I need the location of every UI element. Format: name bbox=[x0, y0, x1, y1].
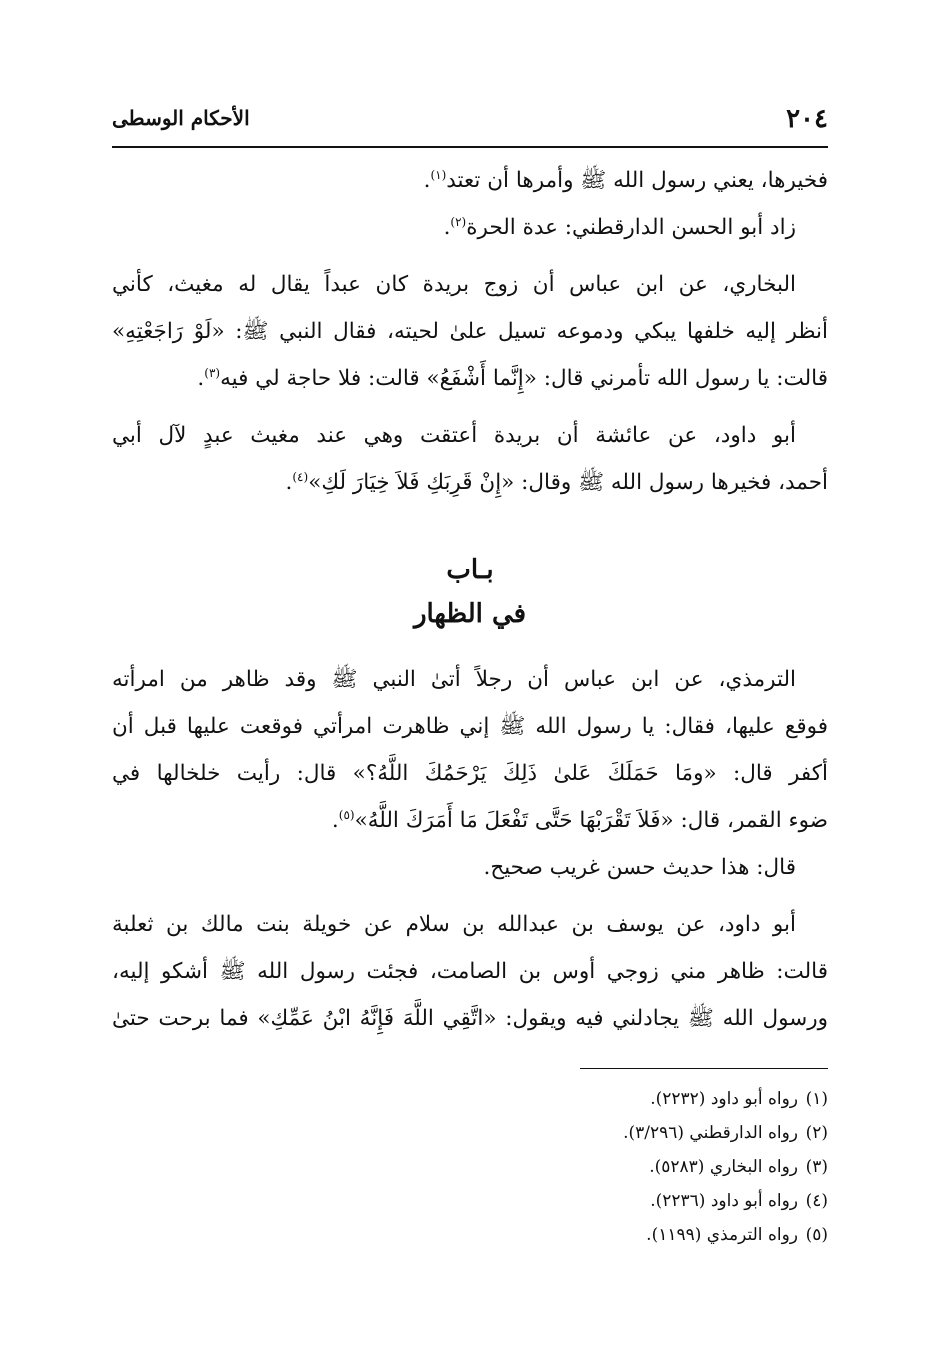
footnote-ref: (٥) bbox=[338, 807, 355, 822]
text-line: الترمذي، عن ابن عباس أن رجلاً أتىٰ النبي ﷺ وقد ظاهر من امرأته bbox=[112, 667, 796, 692]
footnote-text: رواه أبو داود (٢٢٣٢). bbox=[650, 1089, 798, 1109]
footnote-text: رواه الدارقطني (٣/٢٩٦). bbox=[623, 1123, 798, 1143]
footnote bbox=[112, 1218, 828, 1252]
footnote-number: (١) bbox=[805, 1089, 828, 1109]
footnote-ref: (٤) bbox=[292, 469, 309, 484]
footnote-text: رواه أبو داود (٢٢٣٦). bbox=[650, 1191, 798, 1211]
page-header bbox=[112, 100, 828, 144]
footnote-ref: (٢) bbox=[450, 214, 467, 229]
page-number: ٢٠٤ bbox=[786, 104, 828, 134]
text-line: أنظر إليه خلفها يبكي ودموعه تسيل علىٰ لحيته، فقال النبي ﷺ: «لَوْ رَاجَعْتِهِ» bbox=[112, 319, 828, 344]
footnote-number: (٥) bbox=[805, 1225, 828, 1245]
text-line: زاد أبو الحسن الدارقطني: عدة الحرة$^{(٢)}$. bbox=[443, 214, 796, 240]
footnote-number: (٢) bbox=[805, 1123, 828, 1143]
text-line: ورسول الله ﷺ يجادلني فيه ويقول: «اتَّقِي اللَّهَ فَإِنَّهُ ابْنُ عَمِّكِ» فما برحت حتىٰ bbox=[112, 1006, 828, 1031]
text-line: قال: هذا حديث حسن غريب صحيح. bbox=[483, 855, 796, 880]
text-line: أبو داود، عن يوسف بن عبدالله بن سلام عن خويلة بنت مالك بن ثعلبة bbox=[112, 912, 796, 937]
text-line: ضوء القمر، قال: «فَلاَ تَقْرَبْهَا حَتَّى تَفْعَلَ مَا أَمَرَكَ اللَّهُ»$^{(٥)}$. bbox=[331, 807, 828, 833]
text-line: أكفر قال: «ومَا حَمَلَكَ عَلىٰ ذَلِكَ يَرْحَمُكَ اللَّهُ؟» قال: رأيت خلخالها في bbox=[112, 761, 828, 786]
footnote-rule bbox=[580, 1068, 828, 1069]
footnote-number: (٣) bbox=[805, 1157, 828, 1177]
text-line: قالت: يا رسول الله تأمرني قال: «إِنَّما أَشْفَعُ» قالت: فلا حاجة لي فيه$^{(٣)}$. bbox=[197, 365, 828, 391]
footnote-ref: (٣) bbox=[204, 365, 221, 380]
footnote bbox=[112, 1116, 828, 1150]
chapter-heading: بـاب bbox=[446, 555, 494, 585]
text-line: البخاري، عن ابن عباس أن زوج بريدة كان عبداً يقال له مغيث، كأني bbox=[112, 272, 796, 297]
footnotes bbox=[112, 1082, 828, 1252]
footnote-number: (٤) bbox=[805, 1191, 828, 1211]
footnote bbox=[112, 1184, 828, 1218]
footnote-text: رواه البخاري (٥٢٨٣). bbox=[649, 1157, 798, 1177]
footnote-text: رواه الترمذي (١١٩٩). bbox=[646, 1225, 798, 1245]
text-line: فخيرها، يعني رسول الله ﷺ وأمرها أن تعتد$^{(١)}$. bbox=[423, 167, 828, 193]
footnote bbox=[112, 1082, 828, 1116]
book-page bbox=[112, 100, 828, 1245]
text-line: أحمد، فخيرها رسول الله ﷺ وقال: «إِنْ قَرِبَكِ فَلاَ خِيَارَ لَكِ»$^{(٤)}$. bbox=[285, 469, 828, 495]
chapter-subheading: في الظهار bbox=[413, 599, 527, 629]
body-text bbox=[112, 157, 828, 1042]
text-line: فوقع عليها، فقال: يا رسول الله ﷺ إني ظاهرت امرأتي فوقعت عليها قبل أن bbox=[112, 714, 828, 739]
footnote-ref: (١) bbox=[430, 167, 447, 182]
text-line: أبو داود، عن عائشة أن بريدة أعتقت وهي عند مغيث عبدٍ لآل أبي bbox=[112, 423, 796, 448]
header-rule bbox=[112, 146, 828, 148]
text-line: قالت: ظاهر مني زوجي أوس بن الصامت، فجئت رسول الله ﷺ أشكو إليه، bbox=[112, 959, 828, 984]
book-title: الأحكام الوسطى bbox=[112, 106, 250, 130]
footnote bbox=[112, 1150, 828, 1184]
